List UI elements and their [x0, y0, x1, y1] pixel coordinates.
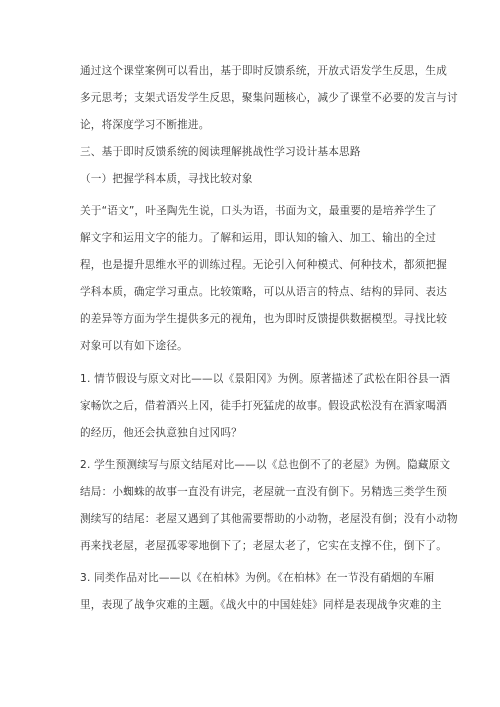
list-item-line: 测续写的结尾：老屋又遇到了其他需要帮助的小动物，老屋没有倒；没有小动物 — [80, 513, 458, 525]
list-item-line: 2. 学生预测续写与原文结尾对比——以《总也倒不了的老屋》为例。隐藏原文 — [80, 459, 451, 471]
list-item-line: 3. 同类作品对比——以《在柏林》为例。《在柏林》在一节没有硝烟的车厢 — [80, 572, 435, 584]
list-item-line: 里，表现了战争灾难的主题。《战火中的中国娃娃》同样是表现战争灾难的主 — [80, 599, 442, 611]
paragraph-line: 通过这个课堂案例可以看出，基于即时反馈系统，开放式语发学生反思，生成 — [80, 65, 447, 77]
paragraph-line: 多元思考；支架式语发学生反思，聚集问题核心，减少了课堂不必要的发言与讨 — [80, 92, 458, 104]
list-item-line: 1. 情节假设与原文对比——以《景阳冈》为例。原著描述了武松在阳谷县一酒 — [80, 373, 451, 385]
paragraph-line: 关于“语文”，叶圣陶先生说，口头为语，书面为文，最重要的是培养学生了 — [80, 205, 437, 217]
list-item-line: 结局：小蜘蛛的故事一直没有讲完，老屋就一直没有倒下。另精选三类学生预 — [80, 486, 447, 498]
paragraph-line: 论，将深度学习不断推进。 — [80, 119, 210, 131]
paragraph-line: 学科本质，确定学习重点。比较策略，可以从语言的特点、结构的异同、表达 — [80, 286, 447, 298]
paragraph-line: 对象可以有如下途径。 — [80, 340, 188, 352]
paragraph-line: 的差异等方面为学生提供多元的视角，也为即时反馈提供数据模型。寻找比较 — [80, 313, 447, 325]
subsection-heading: （一）把握学科本质，寻找比较对象 — [80, 173, 253, 185]
list-item-line: 的经历，他还会执意独自过冈吗？ — [80, 427, 242, 439]
section-heading: 三、基于即时反馈系统的阅读理解挑战性学习设计基本思路 — [80, 146, 361, 158]
paragraph-line: 解文字和运用文字的能力。了解和运用，即认知的输入、加工、输出的全过 — [80, 232, 437, 244]
paragraph-line: 程，也是提升思维水平的训练过程。无论引入何种模式、何种技术，都须把握 — [80, 259, 447, 271]
list-item-line: 再来找老屋，老屋孤零零地倒下了；老屋太老了，它实在支撑不住，倒下了。 — [80, 540, 447, 552]
list-item-line: 家畅饮之后，借着酒兴上冈，徒手打死猛虎的故事。假设武松没有在酒家喝酒 — [80, 400, 447, 412]
